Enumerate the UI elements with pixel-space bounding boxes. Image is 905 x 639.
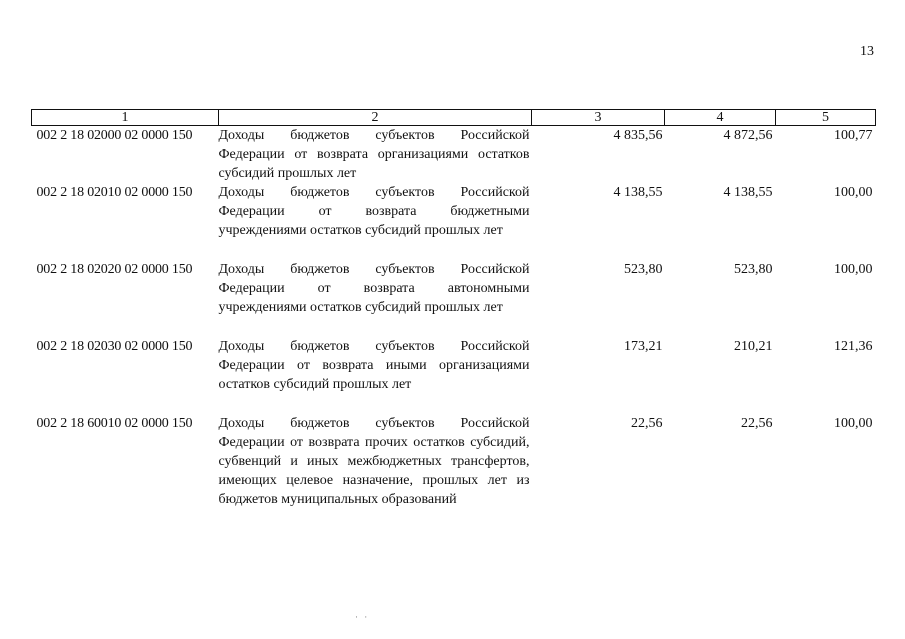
row-code: 002 2 18 02010 02 0000 150 xyxy=(36,185,193,200)
row-code: 002 2 18 02030 02 0000 150 xyxy=(36,339,193,354)
row-col3-value: 4 835,56 xyxy=(613,128,663,143)
row-col5-value: 100,00 xyxy=(834,416,873,431)
row-name: Доходы бюджетов субъектов Российской Федерации от возврата организациями остатков субсидий прошлых лет xyxy=(218,128,530,181)
row-col4-value: 523,80 xyxy=(734,262,773,277)
row-name: Доходы бюджетов субъектов Российской Федерации от возврата автономными учреждениями остатков субсидий прошлых лет xyxy=(218,262,530,315)
header-col-5: 5 xyxy=(776,110,876,126)
page-number: 13 xyxy=(860,44,874,59)
row-code: 002 2 18 02020 02 0000 150 xyxy=(36,262,193,277)
row-col5-value: 100,00 xyxy=(834,185,873,200)
row-col3-value: 4 138,55 xyxy=(613,185,663,200)
table-header xyxy=(32,110,876,126)
budget-table xyxy=(31,109,876,509)
row-col4-value: 4 138,55 xyxy=(723,185,773,200)
header-col-2: 2 xyxy=(219,110,532,126)
budget-table-container xyxy=(31,109,875,509)
scan-specks: · · xyxy=(355,612,370,622)
row-name: Доходы бюджетов субъектов Российской Федерации от возврата прочих остатков субсидий, субвенций и иных межбюджетных трансфертов, имеющих целевое назначение, прошлых лет из бюджетов муниципальных образований xyxy=(218,416,530,507)
row-name: Доходы бюджетов субъектов Российской Федерации от возврата иными организациями остатков субсидий прошлых лет xyxy=(218,339,530,392)
header-row xyxy=(32,110,876,126)
row-col3-value: 22,56 xyxy=(631,416,663,431)
header-col-4: 4 xyxy=(665,110,776,126)
row-col4-value: 4 872,56 xyxy=(723,128,773,143)
row-col5-value: 121,36 xyxy=(834,339,873,354)
header-col-3: 3 xyxy=(532,110,665,126)
row-col5-value: 100,77 xyxy=(834,128,873,143)
table-body xyxy=(32,126,876,510)
row-col3-value: 173,21 xyxy=(624,339,663,354)
row-col4-value: 210,21 xyxy=(734,339,773,354)
row-name: Доходы бюджетов субъектов Российской Федерации от возврата бюджетными учреждениями остатков субсидий прошлых лет xyxy=(218,185,530,238)
header-col-1: 1 xyxy=(32,110,219,126)
row-code: 002 2 18 02000 02 0000 150 xyxy=(36,128,193,143)
row-code: 002 2 18 60010 02 0000 150 xyxy=(36,416,193,431)
table-row xyxy=(32,260,876,337)
table-row xyxy=(32,183,876,260)
table-row xyxy=(32,337,876,414)
row-col4-value: 22,56 xyxy=(741,416,773,431)
table-row xyxy=(32,126,876,184)
row-col3-value: 523,80 xyxy=(624,262,663,277)
row-col5-value: 100,00 xyxy=(834,262,873,277)
table-row xyxy=(32,414,876,509)
